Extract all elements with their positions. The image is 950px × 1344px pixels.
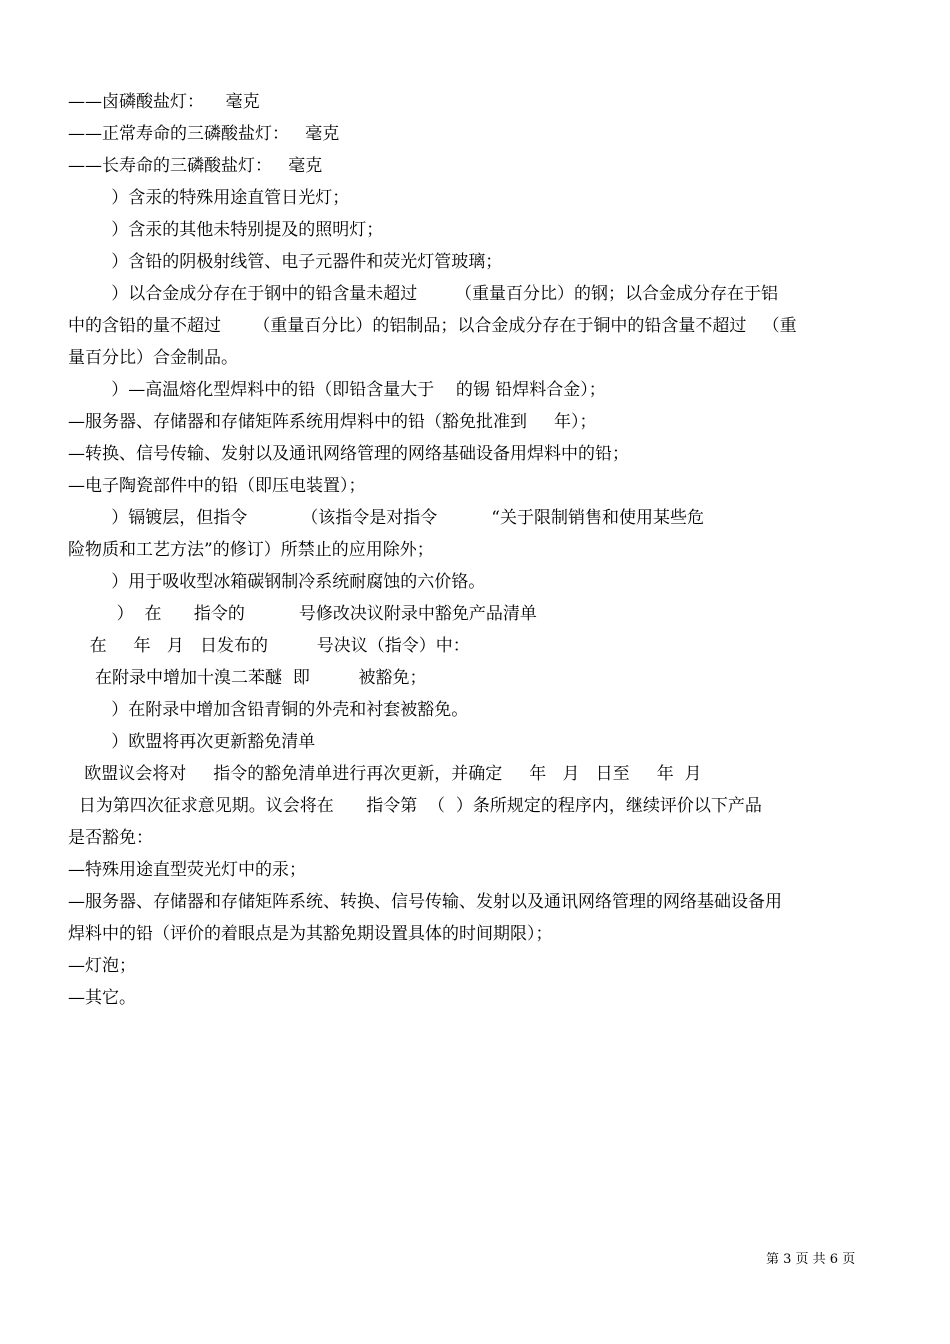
text-line: ——正常寿命的三磷酸盐灯： 毫克	[68, 124, 340, 144]
text-line: ）欧盟将再次更新豁免清单	[68, 732, 316, 752]
text-line: 是否豁免：	[68, 828, 153, 848]
page-number-footer: 第 3 页 共 6 页	[766, 1252, 856, 1267]
text-line: —其它。	[68, 988, 136, 1008]
text-line: —电子陶瓷部件中的铅（即压电装置）；	[68, 476, 366, 496]
text-line: 在附录中增加十溴二苯醚 即 被豁免；	[68, 668, 427, 688]
text-line: —服务器、存储器和存储矩阵系统用焊料中的铅（豁免批准到 年）；	[68, 412, 597, 432]
text-line: —转换、信号传输、发射以及通讯网络管理的网络基础设备用焊料中的铅；	[68, 444, 629, 464]
text-line: ）镉镀层，但指令 （该指令是对指令 “关于限制销售和使用某些危	[68, 508, 704, 528]
text-line: ）以合金成分存在于钢中的铅含量未超过 （重量百分比）的钢；以合金成分存在于铝	[68, 284, 779, 304]
text-line: ）含汞的其他未特别提及的照明灯；	[68, 220, 384, 240]
text-line: 在 年 月 日发布的 号决议（指令）中：	[68, 636, 470, 656]
text-line: 欧盟议会将对 指令的豁免清单进行再次更新，并确定 年 月 日至 年 月	[68, 764, 702, 784]
text-line: ）在附录中增加含铅青铜的外壳和衬套被豁免。	[68, 700, 469, 720]
text-line: —服务器、存储器和存储矩阵系统、转换、信号传输、发射以及通讯网络管理的网络基础设备用	[68, 892, 782, 912]
text-line: —特殊用途直型荧光灯中的汞；	[68, 860, 306, 880]
text-line: ）含铅的阴极射线管、电子元器件和荧光灯管玻璃；	[68, 252, 503, 272]
text-line: ——卤磷酸盐灯： 毫克	[68, 92, 260, 112]
text-line: ——长寿命的三磷酸盐灯： 毫克	[68, 156, 323, 176]
text-line: ）用于吸收型冰箱碳钢制冷系统耐腐蚀的六价铬。	[68, 572, 486, 592]
text-line: 险物质和工艺方法”的修订）所禁止的应用除外；	[68, 540, 434, 560]
text-line: ）含汞的特殊用途直管日光灯；	[68, 188, 350, 208]
text-line: —灯泡；	[68, 956, 136, 976]
text-line: 量百分比）合金制品。	[68, 348, 238, 368]
text-line: 中的含铅的量不超过 （重量百分比）的铝制品；以合金成分存在于铜中的铅含量不超过 （重	[68, 316, 797, 336]
text-line: 焊料中的铅（评价的着眼点是为其豁免期设置具体的时间期限）；	[68, 924, 553, 944]
text-line: ）—高温熔化型焊料中的铅（即铅含量大于 的锡 铅焊料合金）；	[68, 380, 606, 400]
text-line: 日为第四次征求意见期。议会将在 指令第 （ ）条所规定的程序内，继续评价以下产品	[68, 796, 762, 816]
text-line: ） 在 指令的 号修改决议附录中豁免产品清单	[68, 604, 537, 624]
